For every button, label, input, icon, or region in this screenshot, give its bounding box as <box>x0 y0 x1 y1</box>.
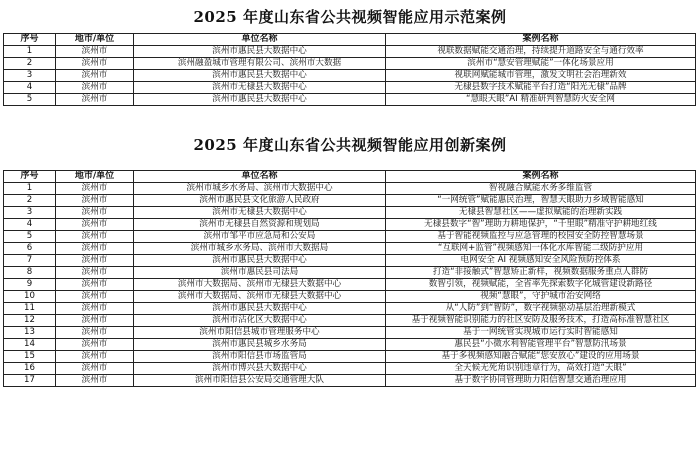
demonstration-cases-body <box>4 46 696 106</box>
cell-index: 16 <box>4 363 56 375</box>
cell-unit-name: 滨州市惠民县大数据中心 <box>134 94 386 106</box>
innovation-cases-table <box>3 170 696 387</box>
cell-index: 5 <box>4 231 56 243</box>
table-row <box>4 58 696 70</box>
cell-city: 滨州市 <box>56 291 134 303</box>
table-header-row <box>4 171 696 183</box>
cell-city: 滨州市 <box>56 82 134 94</box>
cell-case-name: 基于智能视频监控与应急管理的校园安全防控智慧场景 <box>386 231 696 243</box>
cell-index: 17 <box>4 375 56 387</box>
cell-index: 13 <box>4 327 56 339</box>
cell-city: 滨州市 <box>56 70 134 82</box>
cell-unit-name: 滨州市阳信县公安局交通管理大队 <box>134 375 386 387</box>
cell-case-name: 视联网赋能城市管理，激发文明社会治理新效 <box>386 70 696 82</box>
cell-index: 1 <box>4 183 56 195</box>
cell-case-name: 打造“非接触式”智慧矫正新样，视频数据服务重点人群防 <box>386 267 696 279</box>
cell-unit-name: 滨州市惠民县城乡水务局 <box>134 339 386 351</box>
cell-index: 11 <box>4 303 56 315</box>
cell-index: 9 <box>4 279 56 291</box>
cell-unit-name: 滨州市大数据局、滨州市无棣县大数据中心 <box>134 291 386 303</box>
cell-city: 滨州市 <box>56 46 134 58</box>
cell-city: 滨州市 <box>56 327 134 339</box>
cell-unit-name: 滨州市惠民县文化旅游人民政府 <box>134 195 386 207</box>
cell-city: 滨州市 <box>56 315 134 327</box>
table-row <box>4 195 696 207</box>
table-row <box>4 267 696 279</box>
cell-city: 滨州市 <box>56 243 134 255</box>
cell-unit-name: 滨州市阳信县市场监管局 <box>134 351 386 363</box>
cell-case-name: 视联数据赋能交通治理，持续提升道路安全与通行效率 <box>386 46 696 58</box>
table-row <box>4 94 696 106</box>
cell-case-name: 基于视频智能识别能力的社区安防及服务技术，打造高标准智慧社区 <box>386 315 696 327</box>
header-index: 序号 <box>4 171 56 183</box>
table-row <box>4 279 696 291</box>
cell-unit-name: 滨州市惠民县大数据中心 <box>134 70 386 82</box>
cell-city: 滨州市 <box>56 183 134 195</box>
cell-case-name: “一网统管”赋能惠民治理，智慧天眼助力乡域智能感知 <box>386 195 696 207</box>
table-row <box>4 351 696 363</box>
header-unit-name: 单位名称 <box>134 171 386 183</box>
cell-case-name: 无棣县数字技术赋能平台打造“阳光无棣”品牌 <box>386 82 696 94</box>
cell-index: 2 <box>4 58 56 70</box>
cell-city: 滨州市 <box>56 375 134 387</box>
table-row <box>4 70 696 82</box>
table-row <box>4 315 696 327</box>
cell-case-name: 数智引领，视频赋能，全省率先探索数字化城管建设新路径 <box>386 279 696 291</box>
header-unit-name: 单位名称 <box>134 34 386 46</box>
cell-city: 滨州市 <box>56 219 134 231</box>
section1-title: 2025 年度山东省公共视频智能应用示范案例 <box>193 8 507 26</box>
cell-unit-name: 滨州市无棣县大数据中心 <box>134 82 386 94</box>
cell-index: 8 <box>4 267 56 279</box>
header-index: 序号 <box>4 34 56 46</box>
table-row <box>4 303 696 315</box>
table-header-row <box>4 34 696 46</box>
cell-city: 滨州市 <box>56 94 134 106</box>
cell-city: 滨州市 <box>56 207 134 219</box>
cell-case-name: 基于数字协同管理助力阳信智慧交通治理应用 <box>386 375 696 387</box>
table-row <box>4 46 696 58</box>
cell-case-name: 从“人防”到“智防”，数字视频驱动基层治理新模式 <box>386 303 696 315</box>
cell-case-name: 全天候无死角识别违章行为，高效打造“天眼” <box>386 363 696 375</box>
cell-city: 滨州市 <box>56 279 134 291</box>
cell-case-name: 惠民县“小微水利智能管理平台”智慧防汛场景 <box>386 339 696 351</box>
cell-city: 滨州市 <box>56 363 134 375</box>
cell-city: 滨州市 <box>56 351 134 363</box>
cell-case-name: “慧眼天眼”AI 精准研判智慧防火安全网 <box>386 94 696 106</box>
table-row <box>4 207 696 219</box>
cell-city: 滨州市 <box>56 339 134 351</box>
cell-case-name: 基于一网统管实现城市运行实时智能感知 <box>386 327 696 339</box>
header-case-name: 案例名称 <box>386 34 696 46</box>
cell-index: 4 <box>4 219 56 231</box>
cell-index: 2 <box>4 195 56 207</box>
innovation-cases-body <box>4 183 696 387</box>
cell-index: 12 <box>4 315 56 327</box>
cell-unit-name: 滨州市沾化区大数据中心 <box>134 315 386 327</box>
table-row <box>4 327 696 339</box>
cell-unit-name: 滨州市阳信县城市管理服务中心 <box>134 327 386 339</box>
cell-city: 滨州市 <box>56 303 134 315</box>
cell-unit-name: 滨州市大数据局、滨州市无棣县大数据中心 <box>134 279 386 291</box>
cell-case-name: 无棣县数字“智”理助力耕地保护，“千里眼”精准守护耕地红线 <box>386 219 696 231</box>
cell-case-name: 基于多视频感知融合赋能“您安放心”建设的应用场景 <box>386 351 696 363</box>
cell-case-name: 智视融合赋能水务多维监管 <box>386 183 696 195</box>
table-row <box>4 339 696 351</box>
header-case-name: 案例名称 <box>386 171 696 183</box>
cell-index: 6 <box>4 243 56 255</box>
cell-unit-name: 滨州市惠民县大数据中心 <box>134 255 386 267</box>
cell-city: 滨州市 <box>56 58 134 70</box>
cell-index: 3 <box>4 207 56 219</box>
cell-index: 10 <box>4 291 56 303</box>
cell-city: 滨州市 <box>56 231 134 243</box>
cell-index: 15 <box>4 351 56 363</box>
demonstration-cases-table <box>3 33 696 106</box>
table-row <box>4 375 696 387</box>
cell-index: 5 <box>4 94 56 106</box>
cell-case-name: 视频“慧眼”，守护城市治安网络 <box>386 291 696 303</box>
table-row <box>4 255 696 267</box>
table-row <box>4 291 696 303</box>
header-city: 地市/单位 <box>56 171 134 183</box>
cell-unit-name: 滨州市博兴县大数据中心 <box>134 363 386 375</box>
cell-case-name: “互联网+监管”视频感知一体化水库智能二级防护应用 <box>386 243 696 255</box>
cell-unit-name: 滨州市邹平市应急局和公安局 <box>134 231 386 243</box>
cell-index: 1 <box>4 46 56 58</box>
cell-unit-name: 滨州市惠民县司法局 <box>134 267 386 279</box>
cell-index: 7 <box>4 255 56 267</box>
cell-unit-name: 滨州融盈城市管理有限公司、滨州市大数据 <box>134 58 386 70</box>
cell-index: 3 <box>4 70 56 82</box>
table-row <box>4 219 696 231</box>
cell-city: 滨州市 <box>56 255 134 267</box>
table-row <box>4 243 696 255</box>
table-row <box>4 231 696 243</box>
table-row <box>4 363 696 375</box>
cell-case-name: 电网安全 AI 视频感知安全风险预防控体系 <box>386 255 696 267</box>
cell-index: 14 <box>4 339 56 351</box>
cell-unit-name: 滨州市惠民县大数据中心 <box>134 303 386 315</box>
cell-index: 4 <box>4 82 56 94</box>
cell-unit-name: 滨州市无棣县大数据中心 <box>134 207 386 219</box>
cell-unit-name: 滨州市城乡水务局、滨州市大数据局 <box>134 243 386 255</box>
cell-unit-name: 滨州市城乡水务局、滨州市大数据中心 <box>134 183 386 195</box>
cell-unit-name: 滨州市无棣县自然资源和规划局 <box>134 219 386 231</box>
section2-title: 2025 年度山东省公共视频智能应用创新案例 <box>193 136 507 154</box>
header-city: 地市/单位 <box>56 34 134 46</box>
table-row <box>4 82 696 94</box>
cell-city: 滨州市 <box>56 267 134 279</box>
cell-city: 滨州市 <box>56 195 134 207</box>
table-row <box>4 183 696 195</box>
cell-unit-name: 滨州市惠民县大数据中心 <box>134 46 386 58</box>
cell-case-name: 无棣县智慧社区——虚拟赋能的治理新实践 <box>386 207 696 219</box>
cell-case-name: 滨州市“慧安管理赋能”一体化场景应用 <box>386 58 696 70</box>
